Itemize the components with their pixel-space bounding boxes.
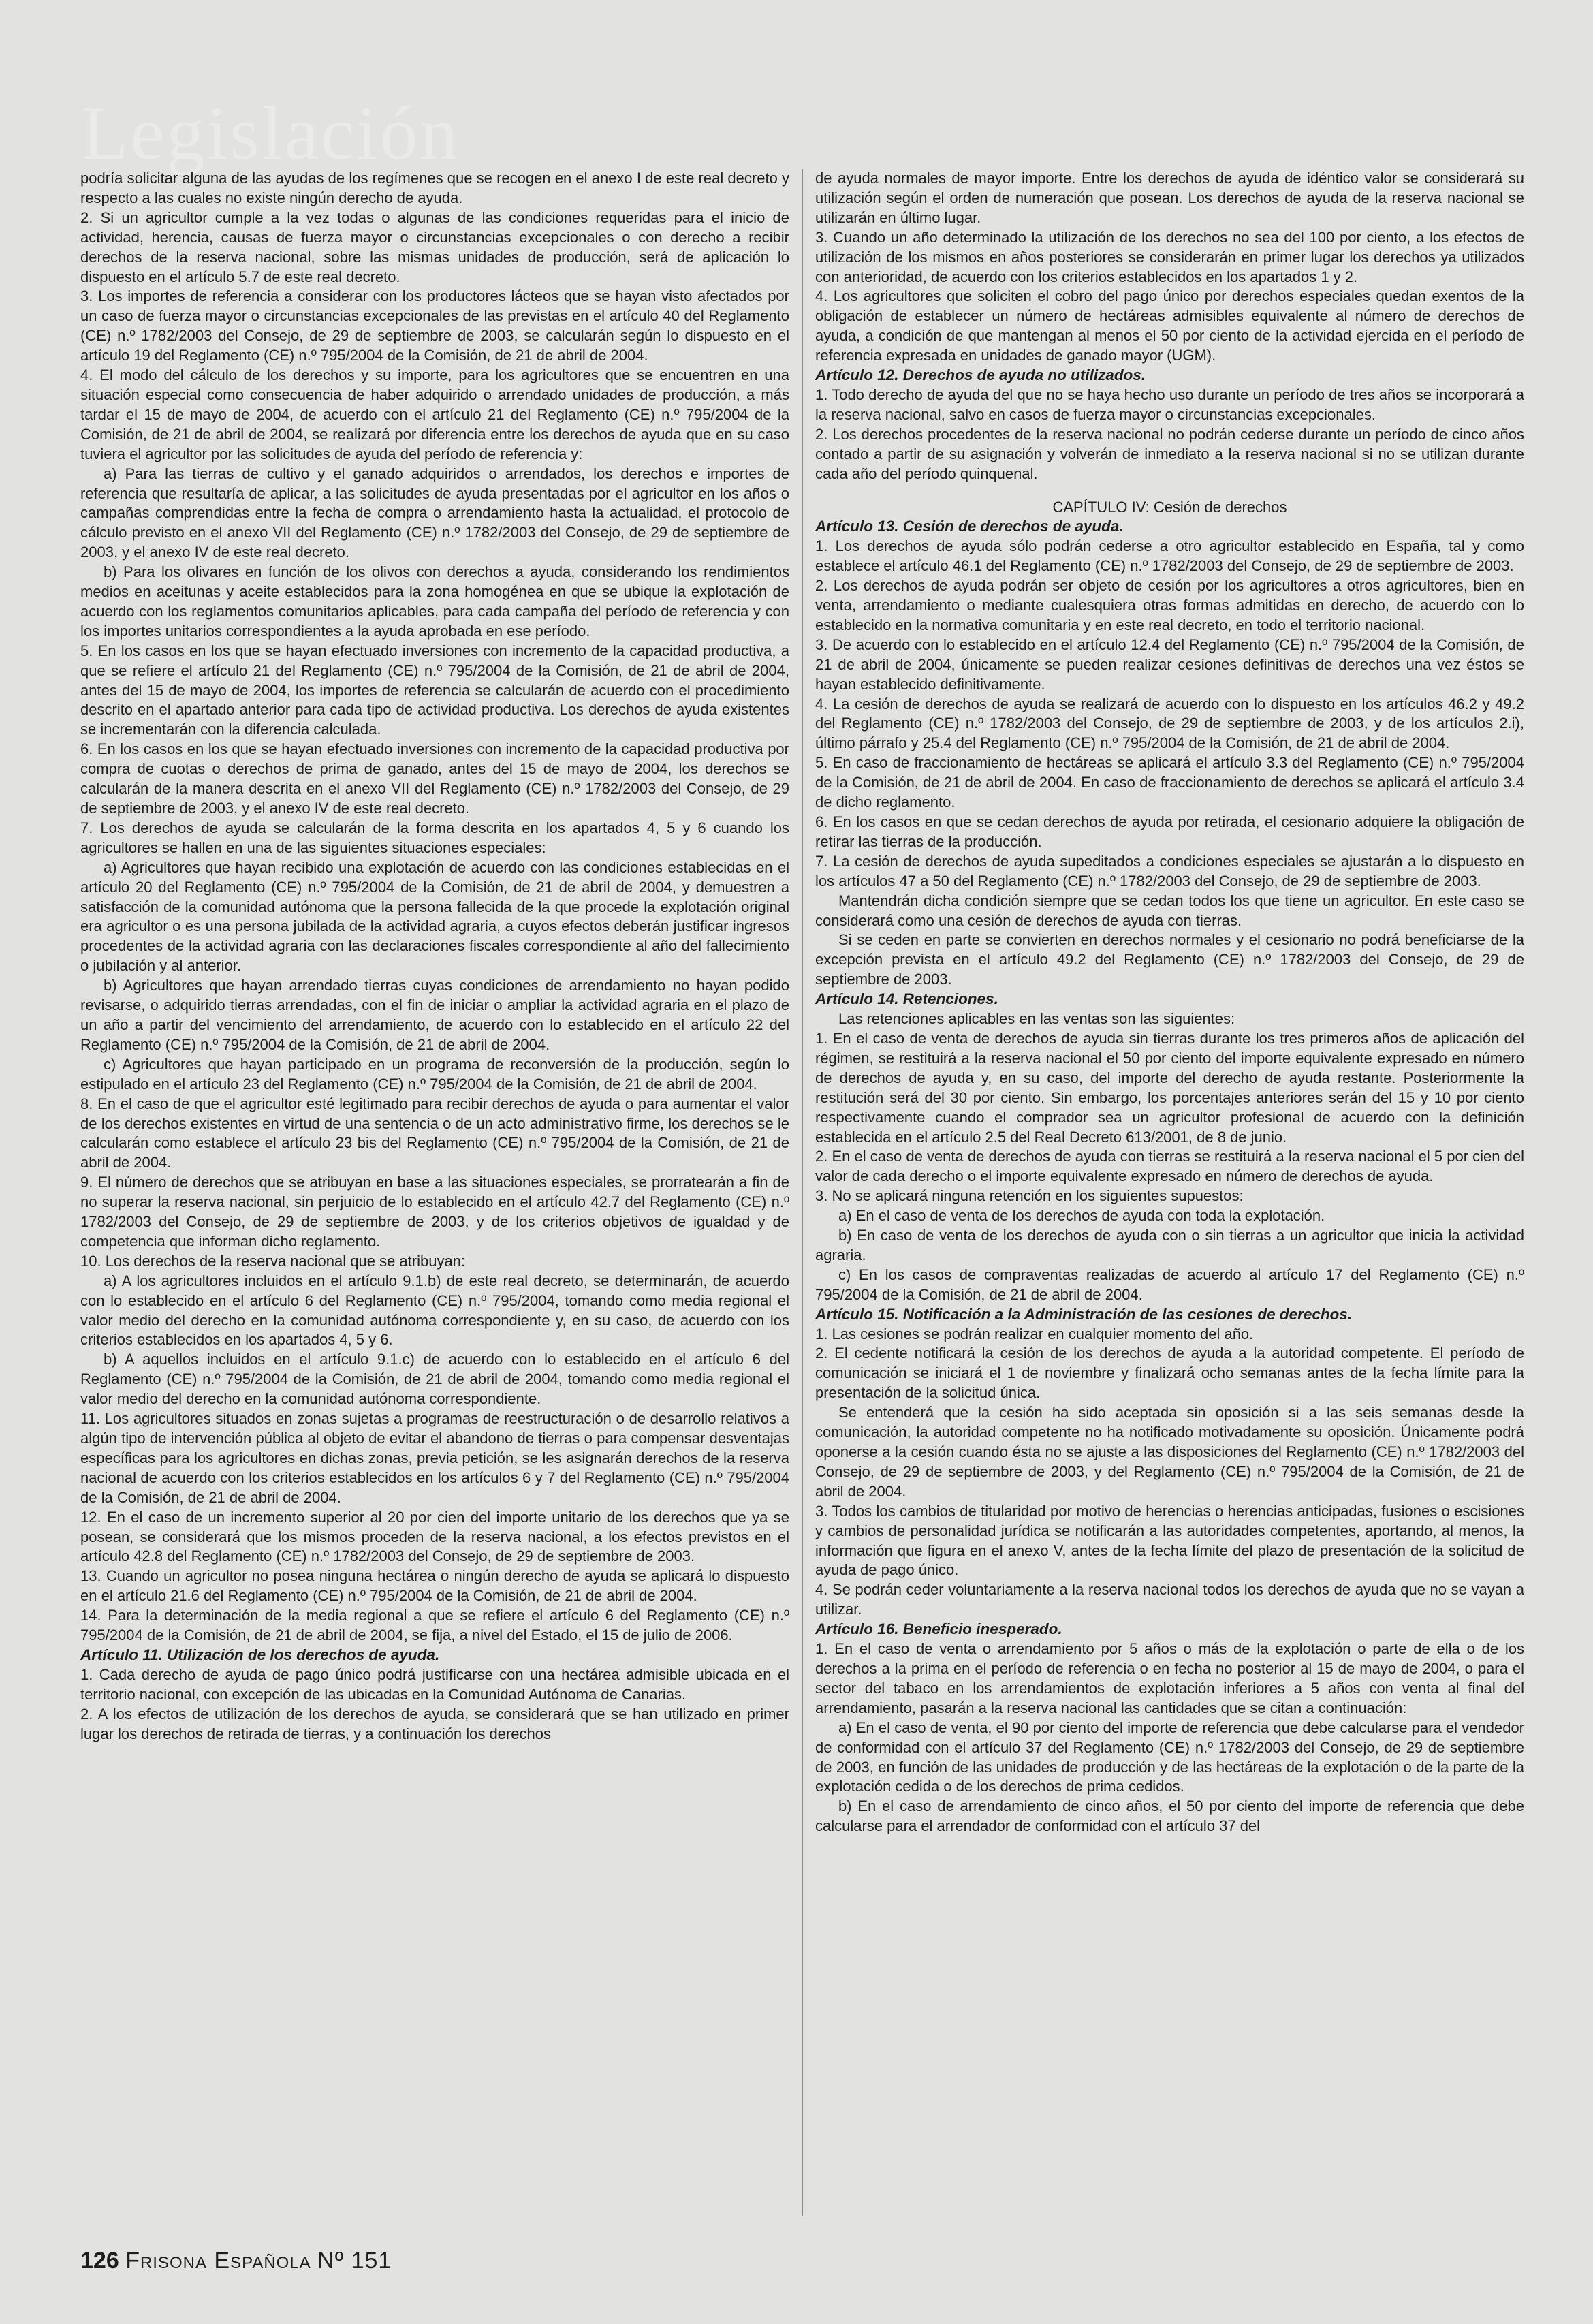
paragraph: 4. Los agricultores que soliciten el cobro del pago único por derechos especiales quedan exentos de la obligación de establecer un número de hectáreas admisibles equivalente al número de derechos de ayuda, a condición de que mantengan al menos el 50 por ciento de la actividad ejercida en el período de referencia expresada en unidades de ganado mayor (UGM).: [815, 287, 1524, 364]
paragraph: de ayuda normales de mayor importe. Entre los derechos de ayuda de idéntico valor se considerará su utilización según el orden de numeración que posean. Los derechos de ayuda de la reserva nacional se utilizarán en último lugar.: [815, 170, 1524, 226]
paragraph: Mantendrán dicha condición siempre que se cedan todos los que tiene un agricultor. En este caso se considerará como una cesión de derechos de ayuda con tierras.: [815, 892, 1524, 929]
paragraph: c) Agricultores que hayan participado en un programa de reconversión de la producción, según lo estipulado en el artículo 23 del Reglamento (CE) n.º 795/2004 de la Comisión, de 21 de abril de 2004.: [80, 1055, 789, 1093]
paragraph: 2. Si un agricultor cumple a la vez todas o algunas de las condiciones requeridas para el inicio de actividad, herencia, causas de fuerza mayor o circunstancias excepcionales o con derecho a recibir derechos de la reserva nacional, sobre las mismas unidades de producción, será de aplicación lo dispuesto en el artículo 5.7 de este real decreto.: [80, 208, 789, 285]
article-heading: Artículo 11. Utilización de los derechos de ayuda.: [80, 1646, 440, 1663]
article-heading: Artículo 16. Beneficio inesperado.: [815, 1620, 1062, 1638]
article-heading: Artículo 12. Derechos de ayuda no utilizados.: [815, 366, 1146, 384]
paragraph: 1. Todo derecho de ayuda del que no se haya hecho uso durante un período de tres años se incorporará a la reserva nacional, salvo en casos de fuerza mayor o circunstancias excepcionales.: [815, 386, 1524, 423]
article-heading: Artículo 14. Retenciones.: [815, 990, 998, 1008]
paragraph: 9. El número de derechos que se atribuyan en base a las situaciones especiales, se prorratearán a fin de no superar la reserva nacional, sin perjuicio de lo establecido en el artículo 42.7 del Reglamento (CE) n.º 1782/2003 del Consejo, de 29 de septiembre de 2003, y de los criterios objetivos de igualdad y de competencia que informan dicho reglamento.: [80, 1174, 789, 1250]
paragraph: Se entenderá que la cesión ha sido aceptada sin oposición si a las seis semanas desde la comunicación, la autoridad competente no ha notificado motivadamente su oposición. Únicamente podrá oponerse a la cesión cuando ésta no se ajuste a las disposiciones del Reglamento (CE) n.º 1782/2003 del Consejo, de 29 de septiembre de 2003, y del Reglamento (CE) n.º 795/2004 de la Comisión, de 21 de abril de 2004.: [815, 1404, 1524, 1500]
paragraph: 2. En el caso de venta de derechos de ayuda con tierras se restituirá a la reserva nacional el 5 por cien del valor de cada derecho o el importe equivalente expresado en número de derechos de ayuda.: [815, 1148, 1524, 1185]
paragraph: b) Para los olivares en función de los olivos con derechos a ayuda, considerando los rendimientos medios en aceitunas y aceite establecidos para la zona homogénea en que se ubique la explotación de acuerdo con los reglamentos comunitarios aplicables, para cada campaña del período de referencia y con los importes unitarios correspondientes a la ayuda aprobada en ese período.: [80, 563, 789, 640]
paragraph: b) En caso de venta de los derechos de ayuda con o sin tierras a un agricultor que inicia la actividad agraria.: [815, 1227, 1524, 1263]
paragraph: c) En los casos de compraventas realizadas de acuerdo al artículo 17 del Reglamento (CE) n.º 795/2004 de la Comisión, de 21 de abril de 2004.: [815, 1266, 1524, 1303]
issue-number: Nº 151: [317, 2248, 392, 2274]
paragraph: 13. Cuando un agricultor no posea ninguna hectárea o ningún derecho de ayuda se aplicará lo dispuesto en el artículo 21.6 del Reglamento (CE) n.º 795/2004 de la Comisión, de 21 de abril de 2004.: [80, 1567, 789, 1605]
paragraph: podría solicitar alguna de las ayudas de los regímenes que se recogen en el anexo I de este real decreto y respecto a las cuales no existe ningún derecho de ayuda.: [80, 170, 789, 206]
page-number: 126: [80, 2248, 119, 2274]
left-column: [80, 169, 803, 2216]
paragraph: 11. Los agricultores situados en zonas sujetas a programas de reestructuración o de desarrollo relativos a algún tipo de intervención pública al objeto de evitar el abandono de tierras o para compensar desventajas específicas para los agricultores en dichas zonas, previa petición, se les asignarán derechos de la reserva nacional de acuerdo con los criterios establecidos en los artículos 6 y 7 del Reglamento (CE) n.º 795/2004 de la Comisión, de 21 de abril de 2004.: [80, 1410, 789, 1506]
paragraph: 3. Todos los cambios de titularidad por motivo de herencias o herencias anticipadas, fusiones o escisiones y cambios de personalidad jurídica se notificarán a las autoridades competentes, aportando, al menos, la información que figura en el anexo V, antes de la fecha límite del plazo de presentación de la solicitud de ayuda de pago único.: [815, 1502, 1524, 1579]
paragraph: Las retenciones aplicables en las ventas son las siguientes:: [838, 1010, 1235, 1028]
paragraph: 3. Cuando un año determinado la utilización de los derechos no sea del 100 por ciento, a los efectos de utilización de los mismos en años posteriores se considerarán en primer lugar los derechos ya utilizados con anterioridad, de acuerdo con los criterios establecidos en los apartados 1 y 2.: [815, 228, 1524, 285]
right-column: [803, 169, 1524, 2216]
paragraph: a) Agricultores que hayan recibido una explotación de acuerdo con las condiciones establecidas en el artículo 20 del Reglamento (CE) n.º 795/2004 de la Comisión, de 21 de abril de 2004, y demuestren a satisfacción de la comunidad autónoma que la persona fallecida de la que procede la explotación original era agricultor o es una persona jubilada de la actividad agraria, a cuyos efectos deberán justificar ingresos procedentes de la actividad agraria con las declaraciones fiscales correspondiente al año del fallecimiento o jubilación y al anterior.: [80, 858, 789, 975]
paragraph: 1. En el caso de venta de derechos de ayuda sin tierras durante los tres primeros años de aplicación del régimen, se restituirá a la reserva nacional el 50 por ciento del importe equivalente expresado en número de derechos de ayuda y, en su caso, del importe del derecho de ayuda restante. Posteriormente la restitución será del 30 por ciento. Sin embargo, los porcentajes anteriores serán del 15 y 10 por ciento respectivamente cuando el comprador sea un agricultor profesional de acuerdo con la definición establecida en el artículo 2.5 del Real Decreto 613/2001, de 8 de junio.: [815, 1029, 1524, 1146]
publication-name: Frisona Española: [125, 2248, 311, 2274]
paragraph: 5. En los casos en los que se hayan efectuado inversiones con incremento de la capacidad productiva, a que se refiere el artículo 21 del Reglamento (CE) n.º 795/2004 de la Comisión, de 21 de abril de 2004, antes del 15 de mayo de 2004, los importes de referencia se calcularán de acuerdo con el procedimiento descrito en el apartado anterior para cada tipo de actividad productiva. Los derechos de ayuda existentes se incrementarán con la diferencia calculada.: [80, 642, 789, 738]
chapter-heading: CAPÍTULO IV: Cesión de derechos: [1052, 498, 1287, 516]
section-banner: Legislación: [82, 91, 460, 176]
paragraph: a) Para las tierras de cultivo y el ganado adquiridos o arrendados, los derechos e importes de referencia que resultaría de aplicar, a las solicitudes de ayuda presentadas por el agricultor en los años o campañas comprendidas entre la fecha de compra o arrendamiento hasta la actualidad, el protocolo de cálculo previsto en el anexo VII del Reglamento (CE) n.º 1782/2003 del Consejo, de 29 de septiembre de 2003, y el anexo IV de este real decreto.: [80, 465, 789, 561]
paragraph: b) En el caso de arrendamiento de cinco años, el 50 por ciento del importe de referencia que debe calcularse para el arrendador de conformidad con el artículo 37 del: [815, 1797, 1524, 1835]
paragraph: 4. La cesión de derechos de ayuda se realizará de acuerdo con lo dispuesto en los artículos 46.2 y 49.2 del Reglamento (CE) n.º 1782/2003 del Consejo, de 29 de septiembre de 2003, y de los artículos 2.i), último párrafo y 25.4 del Reglamento (CE) n.º 795/2004 de la Comisión, de 21 de abril de 2004.: [815, 695, 1524, 752]
paragraph: 7. La cesión de derechos de ayuda supeditados a condiciones especiales se ajustarán a lo dispuesto en los artículos 47 a 50 del Reglamento (CE) n.º 1782/2003 del Consejo, de 29 de septiembre de 2003.: [815, 852, 1524, 890]
paragraph: b) A aquellos incluidos en el artículo 9.1.c) de acuerdo con lo establecido en el artículo 6 del Reglamento (CE) n.º 795/2004 de la Comisión, de 21 de abril de 2004, tomando como media regional el valor medio del derecho en la comunidad autónoma correspondiente.: [80, 1351, 789, 1408]
paragraph: 1. Cada derecho de ayuda de pago único podrá justificarse con una hectárea admisible ubicada en el territorio nacional, con excepción de las ubicadas en la Comunidad Autónoma de Canarias.: [80, 1665, 789, 1703]
paragraph: 10. Los derechos de la reserva nacional que se atribuyan:: [80, 1252, 466, 1270]
paragraph: 8. En el caso de que el agricultor esté legitimado para recibir derechos de ayuda o para aumentar el valor de los derechos existentes en virtud de una sentencia o de un acto administrativo firme, los derechos se le calcularán como establece el artículo 23 bis del Reglamento (CE) n.º 795/2004 de la Comisión, de 21 de abril de 2004.: [80, 1095, 789, 1172]
paragraph: 3. No se aplicará ninguna retención en los siguientes supuestos:: [815, 1187, 1244, 1205]
paragraph: 2. El cedente notificará la cesión de los derechos de ayuda a la autoridad competente. El período de comunicación se iniciará el 1 de noviembre y finalizará ocho semanas antes de la fecha límite para la presentación de la solicitud única.: [815, 1345, 1524, 1402]
paragraph: 6. En los casos en los que se hayan efectuado inversiones con incremento de la capacidad productiva por compra de cuotas o derechos de prima de ganado, antes del 15 de mayo de 2004, los derechos se calcularán de la manera descrita en el anexo VII del Reglamento (CE) n.º 1782/2003 del Consejo, de 29 de septiembre de 2003, y el anexo IV de este real decreto.: [80, 740, 789, 817]
paragraph: 12. En el caso de un incremento superior al 20 por cien del importe unitario de los derechos que ya se posean, se considerará que los mismos proceden de la reserva nacional, a los efectos previstos en el artículo 42.8 del Reglamento (CE) n.º 1782/2003 del Consejo, de 29 de septiembre de 2003.: [80, 1508, 789, 1565]
paragraph: 6. En los casos en que se cedan derechos de ayuda por retirada, el cesionario adquiere la obligación de retirar las tierras de la producción.: [815, 813, 1524, 850]
paragraph: 7. Los derechos de ayuda se calcularán de la forma descrita en los apartados 4, 5 y 6 cuando los agricultores se hallen en una de las siguientes situaciones especiales:: [80, 819, 789, 856]
paragraph: 1. Las cesiones se podrán realizar en cualquier momento del año.: [815, 1325, 1254, 1342]
paragraph: 4. El modo del cálculo de los derechos y su importe, para los agricultores que se encuentren en una situación especial como consecuencia de haber adquirido o arrendado unidades de producción, a más tardar el 15 de mayo de 2004, de acuerdo con el artículo 21 del Reglamento (CE) n.º 795/2004 de la Comisión, de 21 de abril de 2004, se realizará por diferencia entre los derechos de ayuda que en su caso tuviera el agricultor por las solicitudes de ayuda del período de referencia y:: [80, 366, 789, 462]
article-heading: Artículo 15. Notificación a la Administración de las cesiones de derechos.: [815, 1305, 1353, 1323]
paragraph: 14. Para la determinación de la media regional a que se refiere el artículo 6 del Reglamento (CE) n.º 795/2004 de la Comisión, de 21 de abril de 2004, se fija, a nivel del Estado, el 15 de julio de 2006.: [80, 1607, 789, 1644]
paragraph: 4. Se podrán ceder voluntariamente a la reserva nacional todos los derechos de ayuda que no se vayan a utilizar.: [815, 1581, 1524, 1618]
page-footer: [80, 2248, 392, 2274]
paragraph: 1. Los derechos de ayuda sólo podrán cederse a otro agricultor establecido en España, tal y como establece el artículo 46.1 del Reglamento (CE) n.º 1782/2003 del Consejo, de 29 de septiembre de 2003.: [815, 537, 1524, 575]
paragraph: 3. De acuerdo con lo establecido en el artículo 12.4 del Reglamento (CE) n.º 795/2004 de la Comisión, de 21 de abril de 2004, únicamente se pueden realizar cesiones definitivas de derechos una vez éstos se hayan establecido definitivamente.: [815, 635, 1524, 693]
article-heading: Artículo 13. Cesión de derechos de ayuda.: [815, 518, 1124, 535]
paragraph: 2. Los derechos procedentes de la reserva nacional no podrán cederse durante un período de cinco años contado a partir de su asignación y volverán de inmediato a la reserva nacional si no se utilizan durante cada año del período quinquenal.: [815, 425, 1524, 482]
paragraph: 5. En caso de fraccionamiento de hectáreas se aplicará el artículo 3.3 del Reglamento (CE) n.º 795/2004 de la Comisión, de 21 de abril de 2004. En caso de fraccionamiento de derechos se aplicará el artículo 3.4 de dicho reglamento.: [815, 754, 1524, 811]
paragraph: Si se ceden en parte se convierten en derechos normales y el cesionario no podrá beneficiarse de la excepción prevista en el artículo 49.2 del Reglamento (CE) n.º 1782/2003 del Consejo, de 29 de septiembre de 2003.: [815, 931, 1524, 988]
paragraph: 1. En el caso de venta o arrendamiento por 5 años o más de la explotación o parte de ella o de los derechos a la prima en el período de referencia o en fecha no posterior al 15 de mayo de 2004, o para el sector del tabaco en los arrendamientos de explotación inferiores a 5 años con venta al final del arrendamiento, pasarán a la reserva nacional las cantidades que se citan a continuación:: [815, 1640, 1524, 1716]
paragraph: a) A los agricultores incluidos en el artículo 9.1.b) de este real decreto, se determinarán, de acuerdo con lo establecido en el artículo 6 del Reglamento (CE) n.º 795/2004, tomando como media regional el valor medio del derecho en la comunidad autónoma correspondiente y, en su caso, de acuerdo con los criterios establecidos en los apartados 4, 5 y 6.: [80, 1272, 789, 1349]
paragraph: b) Agricultores que hayan arrendado tierras cuyas condiciones de arrendamiento no hayan podido revisarse, o adquirido tierras arrendadas, con el fin de iniciar o ampliar la actividad agraria en el plazo de un año a partir del vencimiento del arrendamiento, de acuerdo con lo establecido en el artículo 22 del Reglamento (CE) n.º 795/2004 de la Comisión, de 21 de abril de 2004.: [80, 977, 789, 1053]
paragraph: 3. Los importes de referencia a considerar con los productores lácteos que se hayan visto afectados por un caso de fuerza mayor o circunstancias excepcionales de las previstas en el artículo 40 del Reglamento (CE) n.º 1782/2003 del Consejo, de 29 de septiembre de 2003, se calcularán según lo dispuesto en el artículo 19 del Reglamento (CE) n.º 795/2004 de la Comisión, de 21 de abril de 2004.: [80, 287, 789, 364]
paragraph: 2. A los efectos de utilización de los derechos de ayuda, se considerará que se han utilizado en primer lugar los derechos de retirada de tierras, y a continuación los derechos: [80, 1705, 789, 1742]
paragraph: 2. Los derechos de ayuda podrán ser objeto de cesión por los agricultores a otros agricultores, bien en venta, arrendamiento o mediante cualesquiera otras formas admitidas en derecho, de acuerdo con lo establecido en la normativa comunitaria y en este real decreto, en todo el territorio nacional.: [815, 577, 1524, 633]
paragraph: a) En el caso de venta de los derechos de ayuda con toda la explotación.: [838, 1207, 1325, 1225]
paragraph: a) En el caso de venta, el 90 por ciento del importe de referencia que debe calcularse para el vendedor de conformidad con el artículo 37 del Reglamento (CE) n.º 1782/2003 del Consejo, de 29 de septiembre de 2003, en función de las unidades de producción y de las hectáreas de la explotación o de la parte de la explotación cedida o de los derechos de prima cedidos.: [815, 1718, 1524, 1795]
article-columns: [80, 169, 1524, 2216]
